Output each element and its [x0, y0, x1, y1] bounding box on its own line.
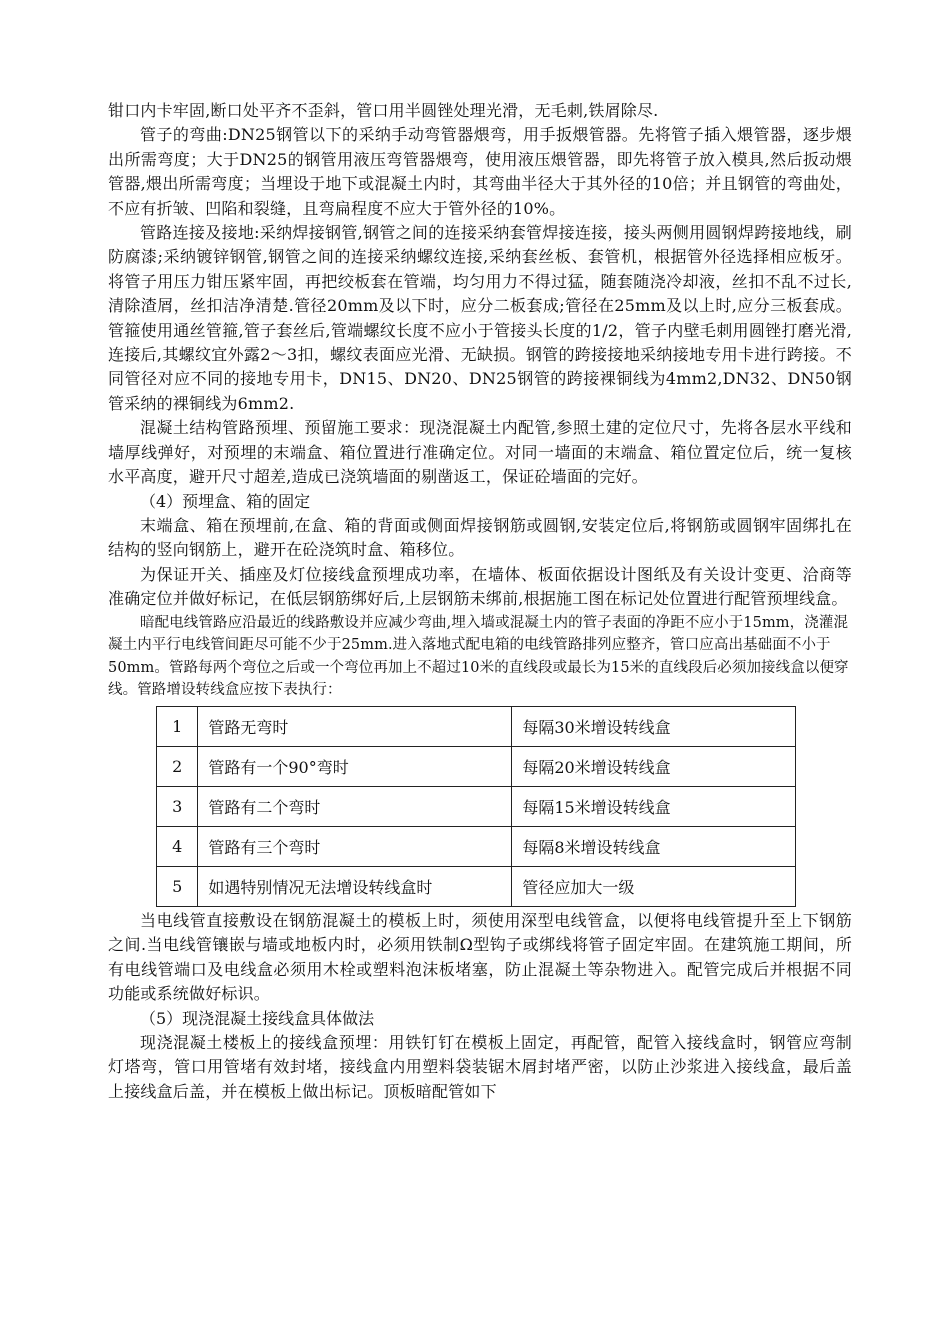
table-cell-rule: 每隔15米增设转线盒	[512, 786, 796, 826]
paragraph-cutting: 钳口内卡牢固,断口处平齐不歪斜，管口用半圆锉处理光滑，无毛刺,铁屑除尽.	[108, 101, 659, 120]
table-row	[157, 746, 796, 786]
paragraph-cast-in-place-box: 现浇混凝土楼板上的接线盒预埋：用铁钉钉在模板上固定，再配管，配管入接线盒时，钢管应弯制灯塔弯，管口用管堵有效封堵，接线盒内用塑料袋装锯木屑封堵严密，以防止沙浆进入接线盒，最后盖上接线盒后盖，并在模板上做出标记。顶板暗配管如下	[108, 1032, 852, 1101]
table-cell-rule: 每隔30米增设转线盒	[512, 706, 796, 746]
table-cell-no: 3	[157, 786, 198, 826]
table-cell-rule: 管径应加大一级	[512, 866, 796, 906]
paragraph-box-marking: 为保证开关、插座及灯位接线盒预埋成功率，在墙体、板面依据设计图纸及有关设计变更、洽商等准确定位并做好标记，在低层钢筋绑好后,上层钢筋未绑前,根据施工图在标记处位置进行配管预埋线盒。	[108, 564, 852, 609]
junction-box-table	[156, 706, 796, 907]
table-cell-no: 4	[157, 826, 198, 866]
table-cell-condition: 管路无弯时	[198, 706, 512, 746]
table-cell-condition: 管路有一个90°弯时	[198, 746, 512, 786]
paragraph-pipe-connection-grounding: 管路连接及接地:采纳焊接钢管,钢管之间的连接采纳套管焊接连接，接头两侧用圆钢焊跨接地线，刷防腐漆;采纳镀锌钢管,钢管之间的连接采纳螺纹连接,采纳套丝板、套管机，根据管外径选择相应板牙。将管子用压力钳压紧牢固，再把绞板套在管端，均匀用力不得过猛，随套随浇冷却液，丝扣不乱不过长,清除渣屑，丝扣洁净清楚.管径20mm及以下时，应分二板套成;管径在25mm及以上时,应分三板套成。管箍使用通丝管箍,管子套丝后,管端螺纹长度不应小于管接头长度的1/2，管子内壁毛刺用圆锉打磨光滑,连接后,其螺纹宜外露2～3扣，螺纹表面应光滑、无缺损。钢管的跨接接地采纳接地专用卡进行跨接。不同管径对应不同的接地专用卡，DN15、DN20、DN25钢管的跨接裸铜线为4mm2,DN32、DN50钢管采纳的裸铜线为6mm2.	[108, 223, 852, 413]
paragraph-pipe-bending: 管子的弯曲:DN25钢管以下的采纳手动弯管器煨弯，用手扳煨管器。先将管子插入煨管器，逐步煨出所需弯度；大于DN25的钢管用液压弯管器煨弯，使用液压煨管器，即先将管子放入模具,然后扳动煨管器,煨出所需弯度；当埋设于地下或混凝土内时，其弯曲半径大于其外径的10倍；并且钢管的弯曲处，不应有折皱、凹陷和裂缝，且弯扁程度不应大于管外径的10%。	[108, 125, 852, 218]
table-cell-rule: 每隔8米增设转线盒	[512, 826, 796, 866]
table-row	[157, 706, 796, 746]
paragraph-box-fixing: 末端盒、箱在预埋前,在盒、箱的背面或侧面焊接钢筋或圆钢,安装定位后,将钢筋或圆钢牢固绑扎在结构的竖向钢筋上，避开在砼浇筑时盒、箱移位。	[108, 515, 852, 560]
paragraph-conduit-routing: 暗配电线管路应沿最近的线路敷设并应减少弯曲,埋入墙或混凝土内的管子表面的净距不应小于15mm，浇灌混凝土内平行电线管间距尽可能不少于25mm.进入落地式配电箱的电线管路排列应整齐，管口应高出基础面不小于50mm。管路每两个弯位之后或一个弯位再加上不超过10米的直线段或最长为15米的直线段后必须加接线盒以便穿线。管路增设转线盒应按下表执行：	[108, 614, 849, 699]
table-cell-no: 1	[157, 706, 198, 746]
table-cell-no: 5	[157, 866, 198, 906]
section-heading-4: （4）预埋盒、箱的固定	[140, 491, 311, 511]
table-row	[157, 866, 796, 906]
table-cell-no: 2	[157, 746, 198, 786]
paragraph-deep-box: 当电线管直接敷设在钢筋混凝土的模板上时，须使用深型电线管盒，以便将电线管提升至上下钢筋之间.当电线管镶嵌与墙或地板内时，必须用铁制Ω型钩子或绑线将管子固定牢固。在建筑施工期间，所有电线管端口及电线盒必须用木栓或塑料泡沫板堵塞，防止混凝土等杂物进入。配管完成后并根据不同功能或系统做好标识。	[108, 910, 852, 1004]
table-cell-condition: 管路有二个弯时	[198, 786, 512, 826]
table-cell-condition: 如遇特别情况无法增设转线盒时	[198, 866, 512, 906]
paragraph-concrete-embedding: 混凝土结构管路预埋、预留施工要求：现浇混凝土内配管,参照土建的定位尺寸，先将各层水平线和墙厚线弹好，对预埋的末端盒、箱位置进行准确定位。对同一墙面的末端盒、箱位置定位后，统一复核水平高度，避开尺寸超差,造成已浇筑墙面的剔凿返工，保证砼墙面的完好。	[108, 418, 852, 487]
table-cell-condition: 管路有三个弯时	[198, 826, 512, 866]
table-cell-rule: 每隔20米增设转线盒	[512, 746, 796, 786]
section-heading-5: （5）现浇混凝土接线盒具体做法	[140, 1008, 375, 1028]
table-row	[157, 786, 796, 826]
document-page	[108, 99, 852, 1104]
table-row	[157, 826, 796, 866]
